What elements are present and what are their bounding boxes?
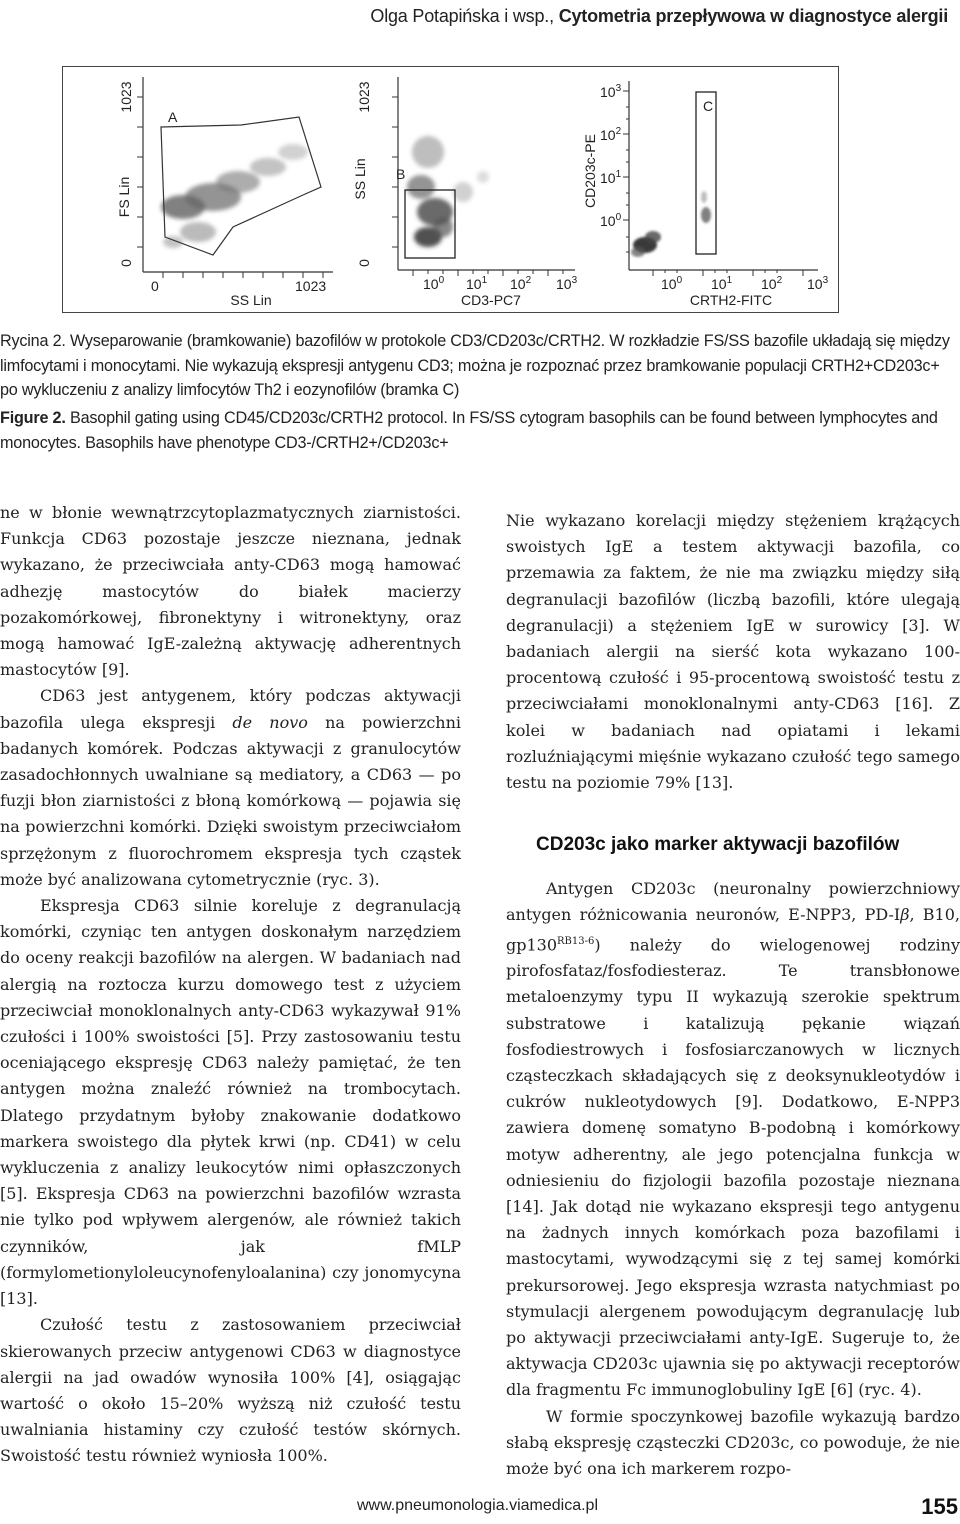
- panel-c-y-ticks: [600, 83, 622, 229]
- right-paragraph-1: Nie wykazano korelacji między stężeniem krążących swoistych IgE a testem aktywacji bazofila, co przemawia za faktem, że nie ma związku między siłą degranulacji bazofilów (liczbą bazofili, które ulegają degranulacji) a stężeniem IgE w surowicy [3]. W badaniach alergii na sierść kota wykazano 100-procentową czułość i 95-procentową swoistość testu z przeciwciałami monoklonalnymi anty-CD63 [16]. Z kolei w badaniach nad opiatami i lekami rozluźniającymi mięśnie wykazano czułość tego samego testu na poziomie 79% [13].: [506, 511, 960, 793]
- svg-text:103: $10^3$: [807, 275, 829, 292]
- panel-c-x-axis-label: CRTH2-FITC: [689, 292, 773, 308]
- figure-caption-pl: Rycina 2. Wyseparowanie (bramkowanie) bazofilów w protokole CD3/CD203c/CRTH2. W rozkładzie FS/SS bazofile układają się między limfocytami i monocytami. Nie wykazują ekspresji antygenu CD3; można je rozpoznać przez bramkowanie populacji CRTH2+CD203c+ po wykluczeniu z analizy limfocytów Th2 i eozynofilów (bramka C): [0, 332, 950, 399]
- figure-2: [62, 66, 839, 313]
- panel-b-gate-label: B: [396, 166, 406, 182]
- section-heading: CD203c jako marker aktywacji bazofilów: [536, 834, 900, 856]
- svg-text:101: $10^1$: [466, 275, 488, 292]
- svg-text:100: $10^0$: [423, 275, 445, 292]
- right-paragraph-3: W formie spoczynkowej bazofile wykazują bardzo słabą ekspresję cząsteczki CD203c, co powoduje, że nie może być ona ich markerem rozpo-: [506, 1406, 960, 1479]
- panel-a-x-axis-label: SS Lin: [230, 292, 272, 308]
- page-number: 155: [921, 1494, 958, 1519]
- figure-caption-en-label: Figure 2.: [0, 409, 66, 427]
- panel-c-gate-label: C: [703, 98, 714, 114]
- svg-text:101: $10^1$: [711, 275, 733, 292]
- svg-text:102: $10^2$: [510, 275, 532, 292]
- panel-b-y-axis-label: SS Lin: [352, 158, 368, 200]
- right-paragraph-2: Antygen CD203c (neuronalny powierzchniowy antygen różnicowania neuronów, E-NPP3, PD-Iβ, B10, $gp130^{RB13-6}$) należy do wielogenowej rodziny pirofosfataz/fosfodiesteraz. Te transbłonowe metaloenzymy typu II wykazują szerokie spektrum substratowe i katalizują pękanie wiązań fosfodiestrowych i fosfosiarczanowych w licznych cząsteczkach składających się z deoksynukleotydów i cukrów nukleotydowych [9]. Dodatkowo, E-NPP3 zawiera domenę somatyno B-podobną i komórkowy motyw adherentny, ale jego potencjalna funkcja w odniesieniu do fizjologii bazofila pozostaje nieznana [14]. Jak dotąd nie wykazano ekspresji tego antygenu na żadnych innych komórkach poza bazofilami i mastocytami, wywodzącymi się z tej samej komórki prekursorowej. Jego ekspresja wzrasta natychmiast po stymulacji alergenem powodującym degranulację lub po aktywacji przeciwciałami anty-IgE. Sugeruje to, że aktywacja CD203c ujawnia się po aktywacji receptorów dla fragmentu Fc immunoglobuliny IgE [6] (ryc. 4).: [506, 879, 960, 1400]
- svg-text:100: $10^0$: [600, 212, 622, 229]
- panel-c-x-ticks: [661, 275, 829, 292]
- flow-cytograms: [63, 67, 840, 314]
- panel-a-y-min: 0: [118, 259, 134, 267]
- svg-text:100: $10^0$: [661, 275, 683, 292]
- svg-text:101: $10^1$: [600, 169, 622, 186]
- left-paragraph-2: CD63 jest antygenem, który podczas aktywacji bazofila ulega ekspresji de novo na powierzchni badanych komórek. Podczas aktywacji z granulocytów zasadochłonnych uwalniane są mediatory, a CD63 — po fuzji błon ziarnistości z błoną komórkową — pojawia się na powierzchni komórki. Dzięki swoistym przeciwciałom sprzężonym z fluorochromem ekspresja tych cząstek może być analizowana cytometrycznie (ryc. 3).: [0, 686, 462, 889]
- figure-caption-en: [0, 406, 960, 455]
- figure-caption-en-text: Basophil gating using CD45/CD203c/CRTH2 protocol. In FS/SS cytogram basophils can be found between lymphocytes and monocytes. Basophils have phenotype CD3-/CRTH2+/CD203c+: [0, 409, 938, 452]
- panel-b: [352, 77, 578, 308]
- left-paragraph-3: Ekspresja CD63 silnie koreluje z degranulacją komórki, czyniąc ten antygen doskonałym narzędziem do oceny reakcji bazofilów na alergen. W badaniach nad alergią na roztocza kurzu domowego test z użyciem przeciwciał monoklonalnych anty-CD63 wykazywał 91% czułości i 100% swoistości [5]. Przy zastosowaniu testu oceniającego ekspresję CD63 należy pamiętać, że ten antygen można znaleźć również na trombocytach. Dlatego przydatnym byłoby znakowanie dodatkowo markera swoistego dla płytek krwi (np. CD41) w celu wykluczenia z analizy leukocytów nimi opłaszczonych [5]. Ekspresja CD63 na powierzchni bazofilów wzrasta nie tylko pod wpływem alergenów, ale również takich czynników, jak fMLP (formylometionyloleucynofenyloalanina) czy jonomycyna [13].: [0, 896, 461, 1309]
- left-paragraph-4: Czułość testu z zastosowaniem przeciwciał skierowanych przeciw antygenowi CD63 w diagnostyce alergii na jad owadów wynosiła 100% [4], osiągając wartość o około 15–20% wyższą niż czułość testu uwalniania histaminy czy czułość testów skórnych. Swoistość testu również wyniosła 100%.: [0, 1315, 461, 1466]
- panel-c-gate: [696, 92, 716, 254]
- svg-text:103: $10^3$: [600, 83, 622, 100]
- right-column: [506, 508, 960, 1482]
- panel-a-gate-label: A: [168, 109, 178, 125]
- panel-c: [582, 81, 829, 308]
- panel-a-scatter: [161, 144, 308, 248]
- svg-text:103: $10^3$: [556, 275, 578, 292]
- running-header-authors: Olga Potapińska i wsp.,: [370, 6, 559, 26]
- footer-url[interactable]: www.pneumonologia.viamedica.pl: [356, 1497, 598, 1514]
- panel-c-scatter: [631, 191, 711, 257]
- svg-text:102: $10^2$: [600, 126, 622, 143]
- panel-b-scatter: [407, 136, 489, 247]
- panel-a-x-min: 0: [151, 278, 159, 294]
- panel-a-y-max: 1023: [118, 81, 134, 113]
- panel-a-y-axis-label: FS Lin: [116, 176, 132, 218]
- panel-b-y-min: 0: [356, 259, 372, 267]
- panel-b-x-axis-label: CD3-PC7: [461, 292, 521, 308]
- panel-a: [116, 77, 333, 308]
- running-header: [370, 6, 948, 27]
- left-paragraph-1: ne w błonie wewnątrzcytoplazmatycznych ziarnistości. Funkcja CD63 pozostaje jeszcze nieznana, jednak wykazano, że przeciwciała anty-CD63 mogą hamować adhezję mastocytów do białek macierzy pozakomórkowej, fibronektyny i witronektyny, oraz mogą hamować IgE-zależną aktywację adherentnych mastocytów [9].: [0, 503, 461, 680]
- svg-text:102: $10^2$: [761, 275, 783, 292]
- panel-c-y-axis-label: CD203c-PE: [582, 134, 598, 208]
- left-column: [0, 500, 461, 1470]
- running-header-title: Cytometria przepływowa w diagnostyce alergii: [558, 6, 948, 26]
- panel-b-y-max: 1023: [356, 81, 372, 113]
- panel-b-x-ticks: [423, 275, 578, 292]
- panel-a-x-max: 1023: [295, 278, 327, 294]
